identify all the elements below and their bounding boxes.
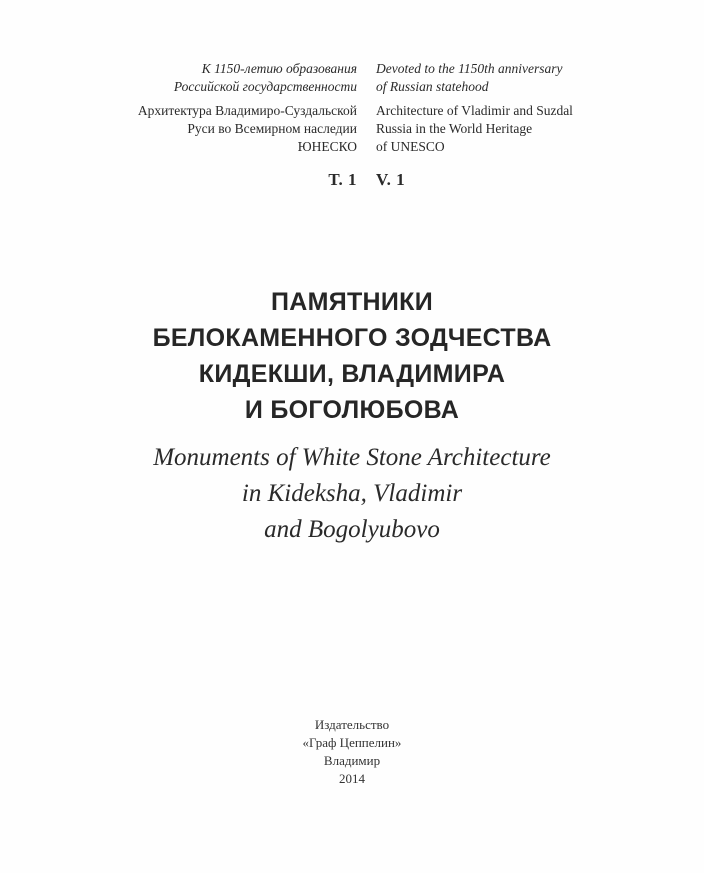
title-russian: [0, 284, 704, 428]
header-russian: [37, 60, 357, 190]
title-en-line-1: Monuments of White Stone Architecture: [153, 444, 551, 471]
title-en-line-3: and Bogolyubovo: [264, 516, 440, 543]
publisher-block: [0, 716, 704, 788]
publisher-label: Издательство: [314, 717, 390, 732]
series-en-line-2: Russia in the World Heritage: [376, 121, 533, 136]
title-ru-line-2: БЕЛОКАМЕННОГО ЗОДЧЕСТВА: [152, 324, 552, 352]
series-ru-line-1: Архитектура Владимиро-Суздальской: [137, 103, 357, 118]
dedication-ru-line-2: Российской государственности: [173, 79, 357, 94]
volume-ru: Т. 1: [328, 170, 357, 189]
title-ru-line-3: КИДЕКШИ, ВЛАДИМИРА: [198, 360, 506, 388]
series-en-line-1: Architecture of Vladimir and Suzdal: [376, 103, 573, 118]
series-en-line-3: of UNESCO: [376, 139, 445, 154]
publisher-city: Владимир: [323, 753, 381, 768]
title-en-line-2: in Kideksha, Vladimir: [241, 480, 463, 507]
header-english: [376, 60, 696, 190]
series-ru-line-3: ЮНЕСКО: [297, 139, 357, 154]
title-english: [0, 440, 704, 548]
series-ru-line-2: Руси во Всемирном наследии: [187, 121, 357, 136]
title-ru-line-1: ПАМЯТНИКИ: [270, 288, 434, 316]
dedication-en-line-2: of Russian statehood: [376, 79, 489, 94]
title-ru-line-4: И БОГОЛЮБОВА: [244, 396, 460, 424]
dedication-ru-line-1: К 1150-летию образования: [201, 61, 357, 76]
publisher-name: «Граф Цеппелин»: [302, 735, 402, 750]
volume-en: V. 1: [376, 170, 406, 189]
dedication-en-line-1: Devoted to the 1150th anniversary: [376, 61, 563, 76]
publisher-year: 2014: [339, 771, 365, 786]
